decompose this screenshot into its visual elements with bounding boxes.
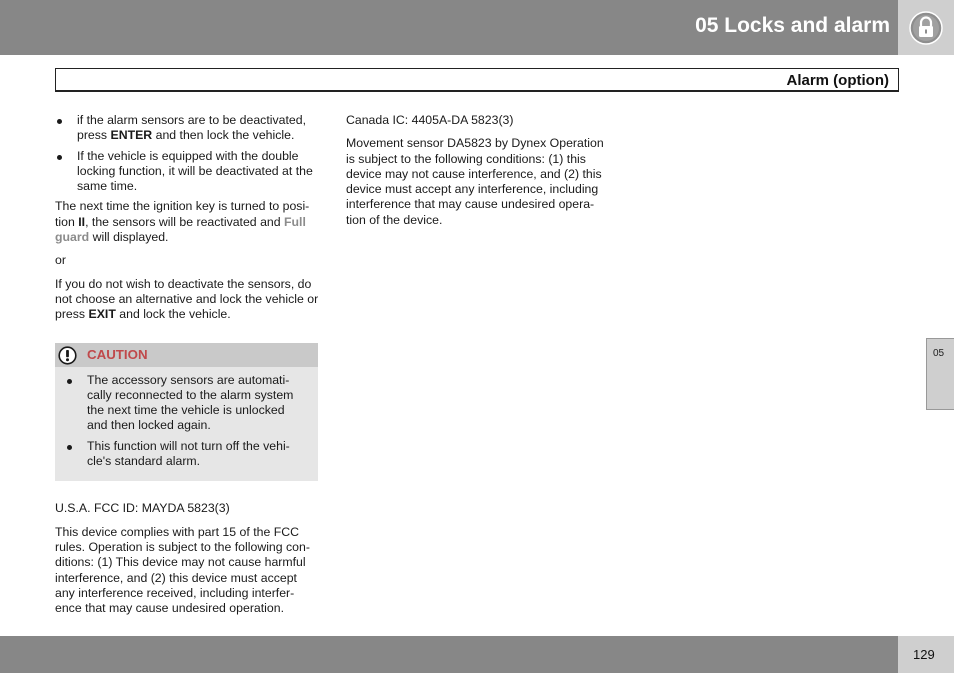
list-item [55,149,319,195]
exclamation-warning-icon [58,346,77,365]
chapter-title: 05 Locks and alarm [695,14,890,37]
bullet-dot [67,445,72,450]
fcc-compliance-text: This device complies with part 15 of the FCC rules. Operation is subject to the following con-ditions: (1) This device may not cause harmful interference, and (2) this device must accept any interference received, including interfer-ence that may cause undesired operation. [55,524,310,616]
left-column [55,113,319,624]
bullet-text: This function will not turn off the vehi-cle's standard alarm. [87,438,290,469]
chapter-side-tab[interactable] [926,338,954,410]
caution-title: CAUTION [87,346,148,362]
caution-box [55,343,318,482]
chapter-icon-box [898,0,954,55]
exit-key-label: EXIT [88,307,116,322]
full-guard-display-text: Full guard [55,214,306,245]
enter-key-label: ENTER [110,128,153,143]
caution-bullets [55,367,318,470]
section-title: Alarm (option) [786,72,889,89]
list-item [55,113,319,144]
fcc-id: U.S.A. FCC ID: MAYDA 5823(3) [55,501,230,516]
bullet-text: The accessory sensors are automati-cally reconnected to the alarm system the next time the vehicle is unlocked and then locked again. [87,372,294,433]
deactivation-bullets [55,113,319,194]
section-header [55,68,899,92]
bullet-dot [57,155,62,160]
page-number-box [898,636,954,673]
paragraph-or: or [55,253,66,268]
padlock-icon [908,10,944,46]
list-item [65,373,304,434]
bullet-dot [57,119,62,124]
header-bar [0,0,898,55]
ignition-position-label: II [78,214,86,229]
caution-header [55,343,318,367]
paragraph-next-time: The next time the ignition key is turned to posi-tion II, the sensors will be reactivated and Full guard will displayed. [55,199,310,245]
list-item [65,439,304,470]
bullet-text: If the vehicle is equipped with the double locking function, it will be deactivated at the same time. [77,148,313,194]
paragraph-not-wish: If you do not wish to deactivate the sensors, do not choose an alternative and lock the vehicle or press EXIT and lock the vehicle. [55,276,319,322]
side-tab-label: 05 [933,348,945,359]
right-column [346,113,611,236]
bullet-text: if the alarm sensors are to be deactivated, press [77,113,306,143]
movement-sensor-text: Movement sensor DA5823 by Dynex Operation is subject to the following conditions: (1) this device may not cause interference, and (2) this device must accept any interference, including interference that may cause undesired opera-tion of the device. [346,136,604,227]
page-number: 129 [913,647,935,662]
bullet-text: and then lock the vehicle. [152,128,295,143]
footer-bar [0,636,898,673]
bullet-dot [67,379,72,384]
canada-ic: Canada IC: 4405A-DA 5823(3) [346,113,514,127]
